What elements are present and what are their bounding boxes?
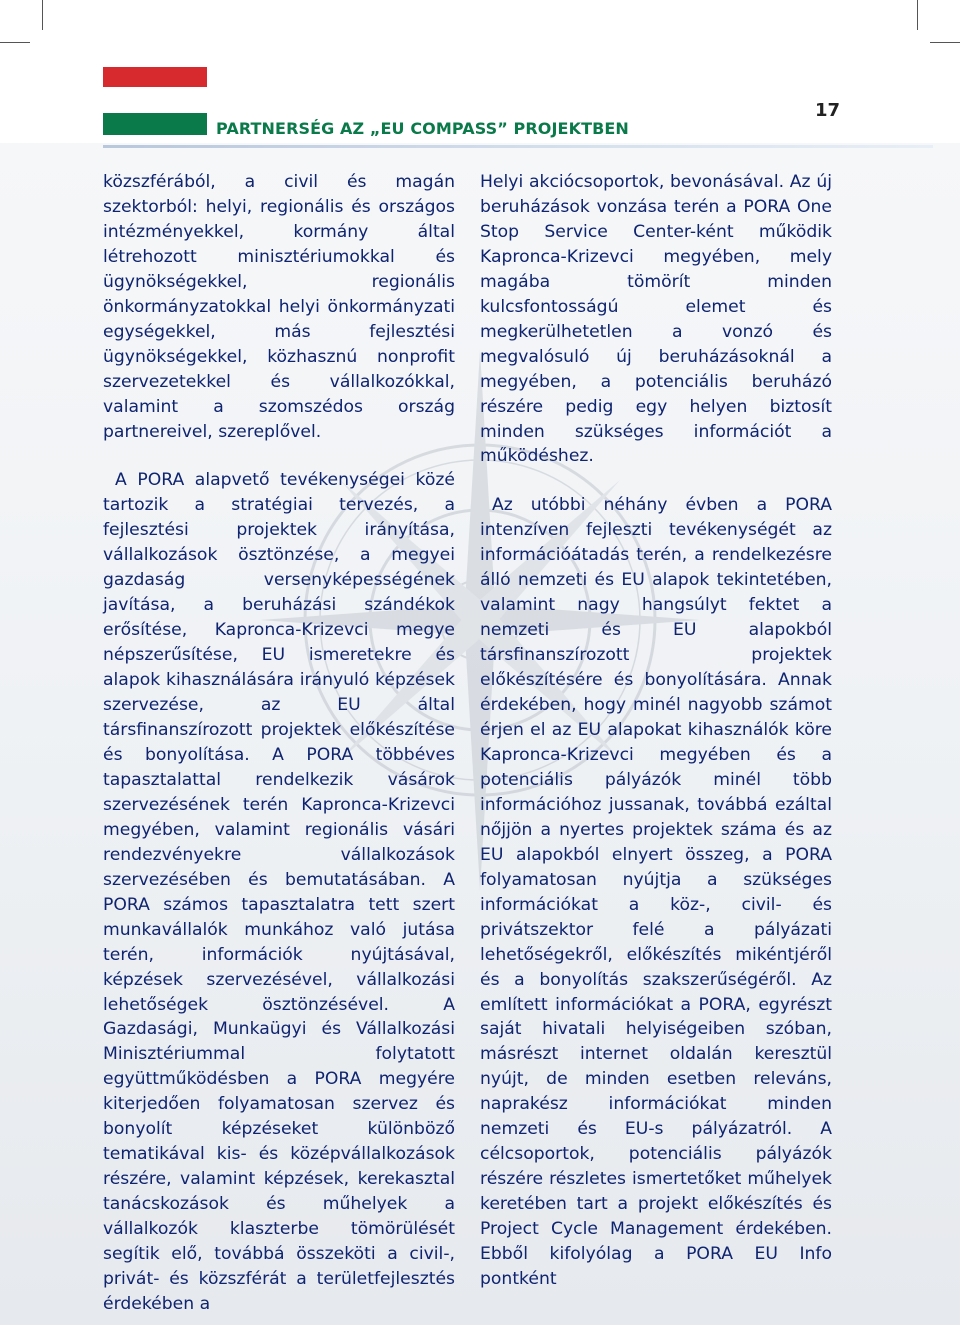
- paragraph: közszférából, a civil és magán szektorból: helyi, regionális és országos intézményekkel, kormány által létrehozott minisztériumokkal és ügynökségekkel, regionális önkormányzatokkal helyi önkormányzati egységekkel, más fejlesztési ügynökségekkel, közhasznú nonprofit szervezetekkel és vállalkozókkal, valamint a szomszédos ország partnereivel, szereplővel.: [103, 172, 455, 442]
- crop-mark: [0, 42, 30, 43]
- left-column: [103, 170, 455, 1317]
- right-column: [480, 170, 832, 1292]
- paragraph: Helyi akciócsoportok, bevonásával. Az új beruházások vonzása terén a PORA One Stop Service Center-ként működik Kapronca-Krizevci megyében, mely magába tömörít minden kulcsfontosságú elemet és megkerülhetetlen a vonzó és megvalósuló új beruházásoknál a megyében, a potenciális beruházó részére pedig egy helyen biztosít minden szükséges információt a működéshez.: [480, 172, 832, 467]
- header-rule: [103, 145, 933, 148]
- crop-mark: [917, 0, 918, 30]
- flag-stripe-green: [103, 113, 207, 135]
- page-number: 17: [814, 100, 840, 121]
- running-header-title: PARTNERSÉG AZ „EU COMPASS” PROJEKTBEN: [216, 119, 629, 138]
- crop-mark: [930, 42, 960, 43]
- paragraph: Az utóbbi néhány évben a PORA intenzíven fejleszti tevékenységét az információátadás terén, a rendelkezésre álló nemzeti és EU alapok tekintetében, valamint nagy hangsúlyt fektet a nemzeti és EU alapokból társfinanszírozott projektek előkészítésére és bonyolítására. Annak érdekében, hogy minél nagyobb számot érjen el az EU alapokat kihasználók köre Kapronca-Krizevci megyében és a potenciális pályázók minél több információhoz jussanak, továbbá ezáltal nőjjön a nyertes projektek száma és az EU alapokból elnyert összeg, a PORA folyamatosan nyújtja a szükséges információkat a köz-, civil- és privátszektor felé a pályázati lehetőségekről, előkészítés mikéntjéről és a bonyolítás szakszerűségéről. Az említett információkat a PORA, egyrészt saját hivatali helyiségeiben szóban, másrészt internet oldalán keresztül nyújt, de minden esetben releváns, naprakész információkat minden nemzeti és EU-s pályázatról. A célcsoportok, potenciális pályázók részére részletes ismertetőket műhelyek keretében tart a projekt előkészítés és Project Cycle Management érdekében. Ebből kifolyólag a PORA EU Info pontként: [480, 495, 832, 1289]
- flag-stripe-red: [103, 67, 207, 87]
- crop-mark: [42, 0, 43, 30]
- paragraph: A PORA alapvető tevékenységei közé tartozik a stratégiai tervezés, a fejlesztési projektek irányítása, vállalkozások ösztönzése, a megyei gazdaság versenyképességének javítása, a beruházási szándékok erősítése, Kapronca-Krizevci megye népszerűsítése, EU ismeretekre és alapok kihasználására irányuló képzések szervezése, az EU által társfinanszírozott projektek előkészítése és bonyolítása. A PORA többéves tapasztalattal rendelkezik vásárok szervezésének terén Kapronca-Krizevci megyében, valamint regionális vásári rendezvényekre vállalkozások szervezésében és bemutatásában. A PORA számos tapasztalatra tett szert munkavállalók munkához való jutása terén, információk nyújtásával, képzések szervezésével, vállalkozási lehetőségek ösztönzésével. A Gazdasági, Munkaügyi és Vállalkozási Minisztériummal folytatott együttműködésben a PORA megyére kiterjedően folyamatosan szervez és bonyolít képzéseket különböző tematikával kis- és középvállalkozások részére, valamint képzések, kerekasztal tanácskozások és műhelyek a vállalkozók klaszterbe tömörülését segítik elő, továbbá összeköti a civil-, privát- és közszférát a területfejlesztés érdekében a: [103, 470, 455, 1314]
